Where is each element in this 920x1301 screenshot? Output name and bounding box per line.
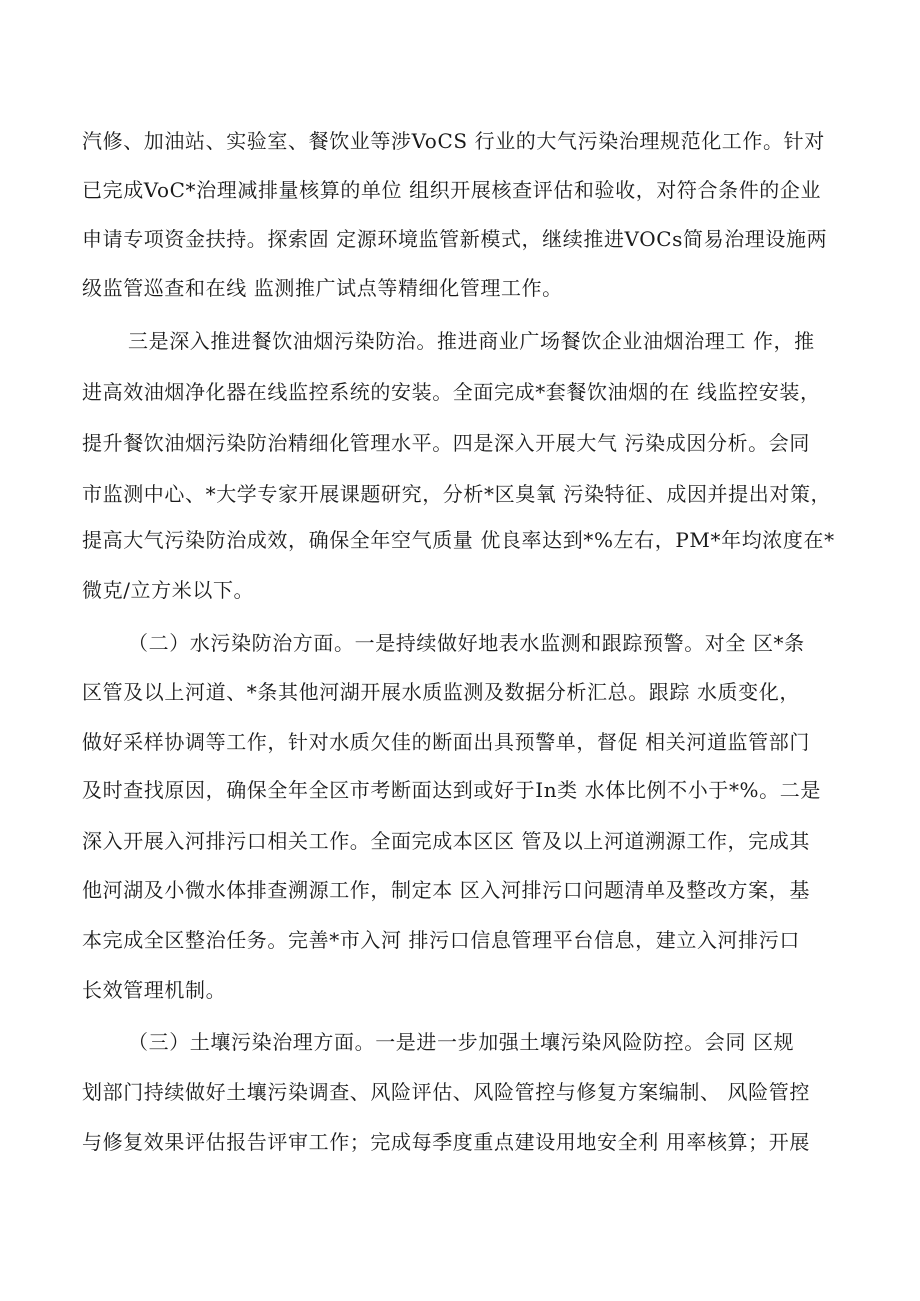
text-line: 与修复效果评估报告评审工作；完成每季度重点建设用地安全利 用率核算；开展 <box>82 1130 810 1154</box>
text-line: 区管及以上河道、*条其他河湖开展水质监测及数据分析汇总。跟踪 水质变化， <box>82 680 800 704</box>
text-line: 级监管巡查和在线 监测推广试点等精细化管理工作。 <box>82 276 563 300</box>
section-heading-line: （二）水污染防治方面。一是持续做好地表水监测和跟踪预警。对全 区*条 <box>128 631 805 655</box>
text-line: 申请专项资金扶持。探索固 定源环境监管新模式，继续推进VOCs简易治理设施两 <box>82 227 828 251</box>
text-line: 及时查找原因，确保全年全区市考断面达到或好于In类 水体比例不小于*%。二是 <box>82 778 821 802</box>
text-line: 提高大气污染防治成效，确保全年空气质量 优良率达到*%左右，PM*年均浓度在* <box>82 528 835 552</box>
text-line: 长效管理机制。 <box>82 978 227 1002</box>
text-line: 提升餐饮油烟污染防治精细化管理水平。四是深入开展大气 污染成因分析。会同 <box>82 431 810 455</box>
text-line: 他河湖及小微水体排查溯源工作，制定本 区入河排污口问题清单及整改方案，基 <box>82 878 810 902</box>
section-heading-line: （三）土壤污染治理方面。一是进一步加强土壤污染风险防控。会同 区规 <box>128 1030 795 1054</box>
text-line: 做好采样协调等工作，针对水质欠佳的断面出具预警单，督促 相关河道监管部门 <box>82 730 810 754</box>
paragraph-start-line: 三是深入推进餐饮油烟污染防治。推进商业广场餐饮企业油烟治理工 作，推 <box>128 329 815 353</box>
text-line: 进高效油烟净化器在线监控系统的安装。全面完成*套餐饮油烟的在 线监控安装， <box>82 380 821 404</box>
text-line: 已完成VoC*治理减排量核算的单位 组织开展核查评估和验收，对符合条件的企业 <box>82 178 822 202</box>
text-line: 市监测中心、*大学专家开展课题研究，分析*区臭氧 污染特征、成因并提出对策， <box>82 482 832 506</box>
text-line: 深入开展入河排污口相关工作。全面完成本区区 管及以上河道溯源工作，完成其 <box>82 829 810 853</box>
text-line: 微克/立方米以下。 <box>82 578 255 602</box>
text-line: 本完成全区整治任务。完善*市入河 排污口信息管理平台信息，建立入河排污口 <box>82 928 800 952</box>
text-line: 汽修、加油站、实验室、餐饮业等涉VoCS 行业的大气污染治理规范化工作。针对 <box>82 129 825 153</box>
text-line: 划部门持续做好土壤污染调查、风险评估、风险管控与修复方案编制、 风险管控 <box>82 1080 810 1104</box>
